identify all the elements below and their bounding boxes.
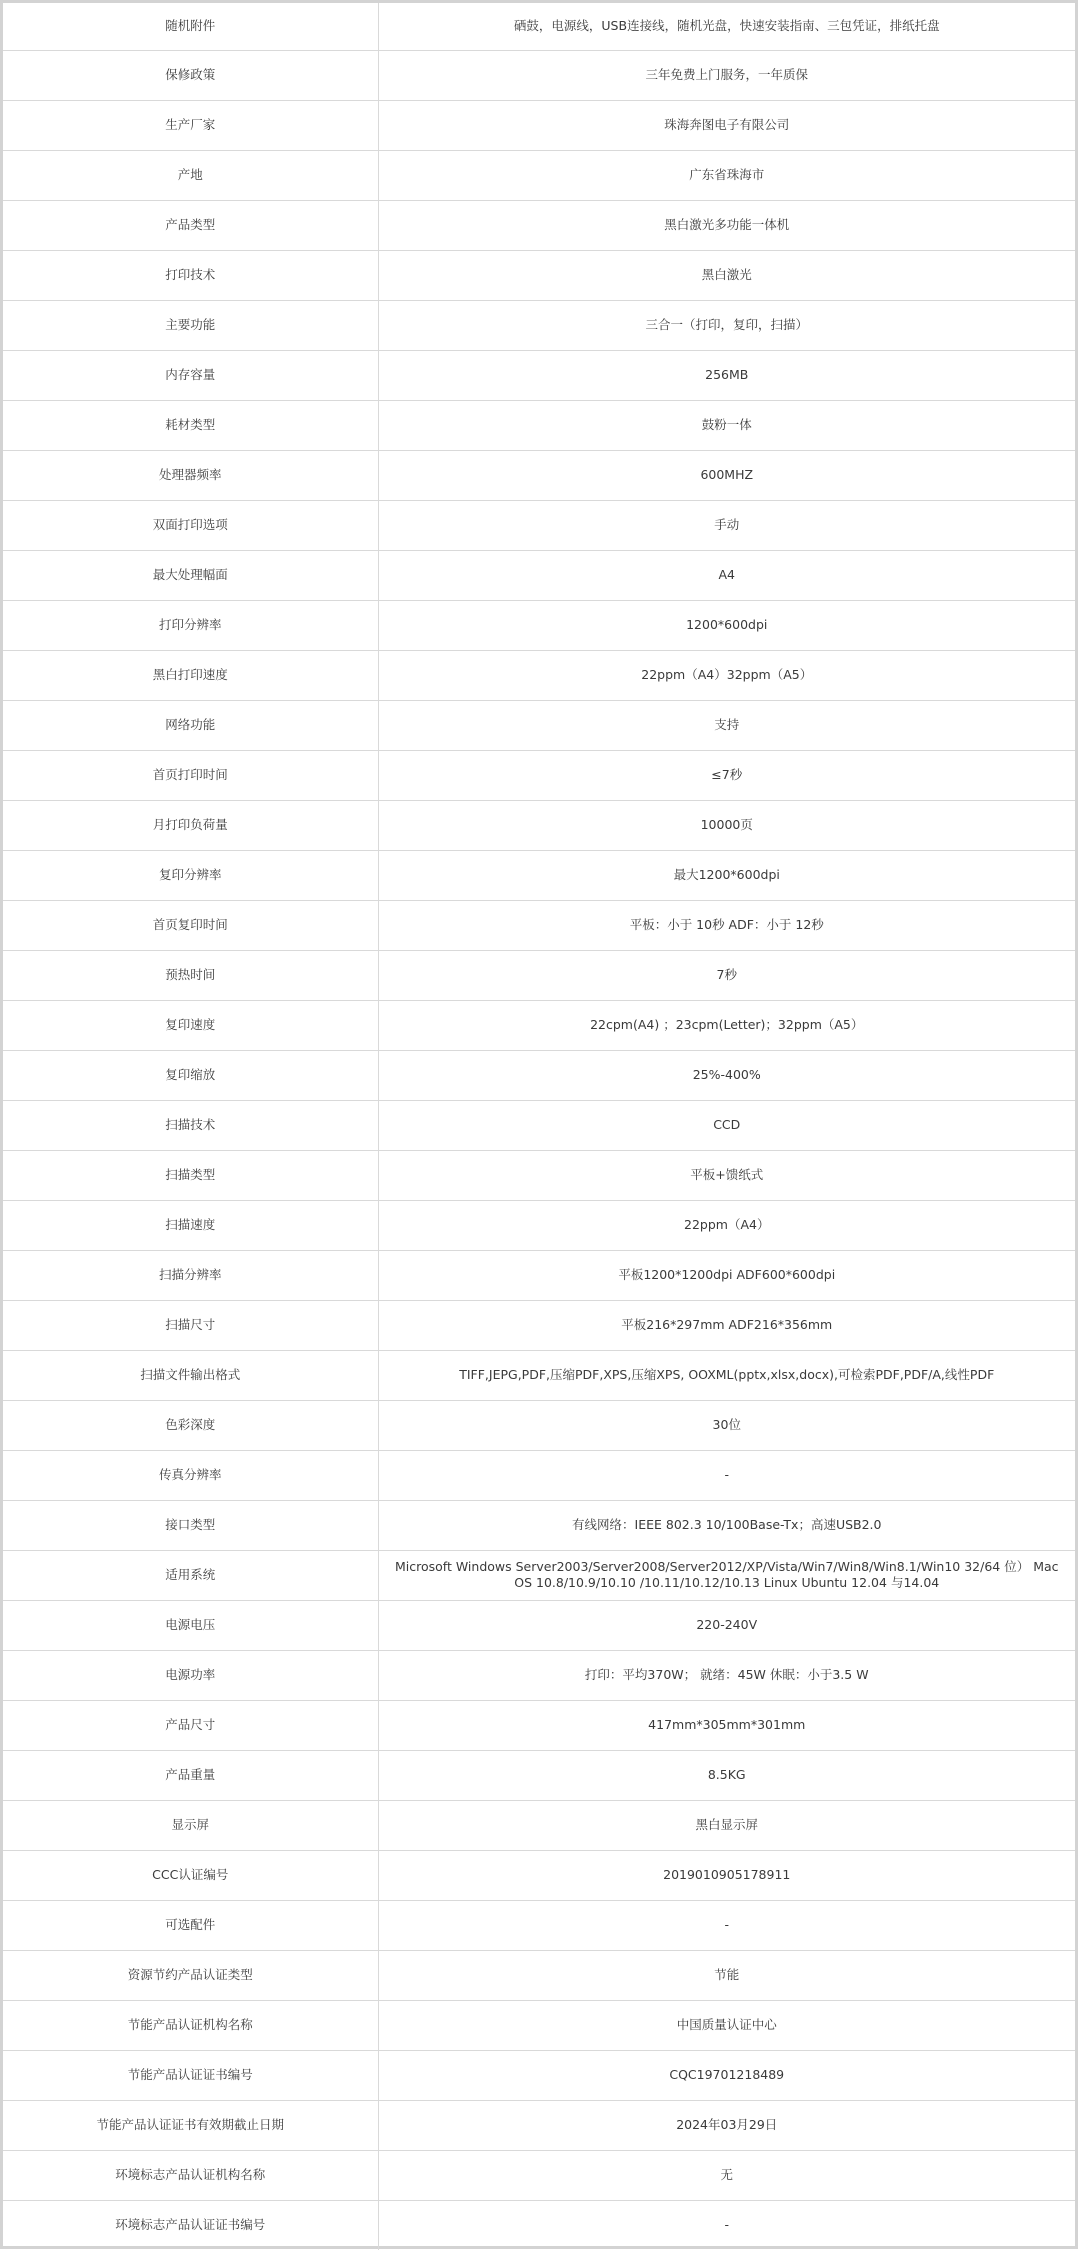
spec-value: 黑白激光	[378, 250, 1075, 300]
table-row	[3, 1500, 1075, 1550]
spec-label: 可选配件	[3, 1900, 378, 1950]
spec-value: 7秒	[378, 950, 1075, 1000]
spec-value: 平板：小于 10秒 ADF：小于 12秒	[378, 900, 1075, 950]
table-row	[3, 2150, 1075, 2200]
table-row	[3, 1750, 1075, 1800]
table-row	[3, 450, 1075, 500]
table-row	[3, 1050, 1075, 1100]
table-row	[3, 1800, 1075, 1850]
spec-label: 产品类型	[3, 200, 378, 250]
spec-value: 600MHZ	[378, 450, 1075, 500]
spec-table	[3, 3, 1075, 2250]
table-row	[3, 200, 1075, 250]
spec-value: 平板+馈纸式	[378, 1150, 1075, 1200]
spec-label: 复印分辨率	[3, 850, 378, 900]
spec-label: 随机附件	[3, 3, 378, 50]
table-row	[3, 1600, 1075, 1650]
table-row	[3, 300, 1075, 350]
spec-label: 月打印负荷量	[3, 800, 378, 850]
spec-value: -	[378, 1450, 1075, 1500]
table-row	[3, 1900, 1075, 1950]
spec-label: 黑白打印速度	[3, 650, 378, 700]
table-row	[3, 1150, 1075, 1200]
spec-label: 电源功率	[3, 1650, 378, 1700]
table-row	[3, 1700, 1075, 1750]
spec-value: 1200*600dpi	[378, 600, 1075, 650]
spec-value: 平板216*297mm ADF216*356mm	[378, 1300, 1075, 1350]
spec-value: 节能	[378, 1950, 1075, 2000]
spec-label: 处理器频率	[3, 450, 378, 500]
spec-label: 节能产品认证证书编号	[3, 2050, 378, 2100]
spec-table-body	[3, 3, 1075, 2250]
spec-value: 2024年03月29日	[378, 2100, 1075, 2150]
spec-label: CCC认证编号	[3, 1850, 378, 1900]
table-row	[3, 2100, 1075, 2150]
table-row	[3, 2000, 1075, 2050]
spec-label: 扫描技术	[3, 1100, 378, 1150]
spec-value: ≤7秒	[378, 750, 1075, 800]
spec-value: CQC19701218489	[378, 2050, 1075, 2100]
table-row	[3, 50, 1075, 100]
spec-label: 首页打印时间	[3, 750, 378, 800]
table-row	[3, 400, 1075, 450]
spec-value: 鼓粉一体	[378, 400, 1075, 450]
spec-label: 扫描尺寸	[3, 1300, 378, 1350]
spec-value: 中国质量认证中心	[378, 2000, 1075, 2050]
spec-value: 珠海奔图电子有限公司	[378, 100, 1075, 150]
spec-label: 复印速度	[3, 1000, 378, 1050]
spec-label: 扫描分辨率	[3, 1250, 378, 1300]
spec-value: 广东省珠海市	[378, 150, 1075, 200]
table-row	[3, 1250, 1075, 1300]
spec-label: 首页复印时间	[3, 900, 378, 950]
spec-value: 256MB	[378, 350, 1075, 400]
table-row	[3, 1000, 1075, 1050]
spec-label: 生产厂家	[3, 100, 378, 150]
spec-label: 环境标志产品认证证书编号	[3, 2200, 378, 2250]
table-row	[3, 950, 1075, 1000]
spec-value: Microsoft Windows Server2003/Server2008/Server2012/XP/Vista/Win7/Win8/Win8.1/Win10 32/64 位） Mac OS 10.8/10.9/10.10 /10.11/10.12/10.13 Linux Ubuntu 12.04 与14.04	[378, 1550, 1075, 1600]
spec-value: 2019010905178911	[378, 1850, 1075, 1900]
spec-label: 预热时间	[3, 950, 378, 1000]
spec-label: 传真分辨率	[3, 1450, 378, 1500]
spec-label: 适用系统	[3, 1550, 378, 1600]
table-row	[3, 1100, 1075, 1150]
table-row	[3, 1550, 1075, 1600]
spec-value: 30位	[378, 1400, 1075, 1450]
table-row	[3, 1350, 1075, 1400]
spec-value: 有线网络：IEEE 802.3 10/100Base-Tx；高速USB2.0	[378, 1500, 1075, 1550]
spec-label: 节能产品认证机构名称	[3, 2000, 378, 2050]
table-row	[3, 1450, 1075, 1500]
table-row	[3, 350, 1075, 400]
spec-value: 三年免费上门服务，一年质保	[378, 50, 1075, 100]
table-row	[3, 1300, 1075, 1350]
spec-value: A4	[378, 550, 1075, 600]
spec-value: 220-240V	[378, 1600, 1075, 1650]
table-row	[3, 900, 1075, 950]
spec-label: 产地	[3, 150, 378, 200]
spec-label: 内存容量	[3, 350, 378, 400]
spec-label: 产品尺寸	[3, 1700, 378, 1750]
spec-label: 扫描速度	[3, 1200, 378, 1250]
spec-value: 22cpm(A4) ；23cpm(Letter)；32ppm（A5）	[378, 1000, 1075, 1050]
table-row	[3, 650, 1075, 700]
spec-label: 扫描类型	[3, 1150, 378, 1200]
spec-label: 色彩深度	[3, 1400, 378, 1450]
spec-label: 打印技术	[3, 250, 378, 300]
spec-label: 复印缩放	[3, 1050, 378, 1100]
spec-label: 接口类型	[3, 1500, 378, 1550]
spec-label: 双面打印选项	[3, 500, 378, 550]
spec-value: 支持	[378, 700, 1075, 750]
spec-label: 打印分辨率	[3, 600, 378, 650]
spec-value: 25%-400%	[378, 1050, 1075, 1100]
table-row	[3, 500, 1075, 550]
spec-value: 三合一（打印，复印，扫描）	[378, 300, 1075, 350]
table-row	[3, 2050, 1075, 2100]
table-row	[3, 750, 1075, 800]
spec-label: 产品重量	[3, 1750, 378, 1800]
table-row	[3, 1200, 1075, 1250]
spec-value: -	[378, 2200, 1075, 2250]
spec-value: 平板1200*1200dpi ADF600*600dpi	[378, 1250, 1075, 1300]
spec-value: 22ppm（A4）	[378, 1200, 1075, 1250]
spec-value: 22ppm（A4）32ppm（A5）	[378, 650, 1075, 700]
spec-label: 资源节约产品认证类型	[3, 1950, 378, 2000]
spec-value: TIFF,JEPG,PDF,压缩PDF,XPS,压缩XPS, OOXML(pptx,xlsx,docx),可检索PDF,PDF/A,线性PDF	[378, 1350, 1075, 1400]
table-row	[3, 150, 1075, 200]
spec-value: 无	[378, 2150, 1075, 2200]
table-row	[3, 100, 1075, 150]
spec-label: 环境标志产品认证机构名称	[3, 2150, 378, 2200]
spec-label: 最大处理幅面	[3, 550, 378, 600]
spec-value: 8.5KG	[378, 1750, 1075, 1800]
spec-value: 黑白显示屏	[378, 1800, 1075, 1850]
spec-label: 电源电压	[3, 1600, 378, 1650]
table-row	[3, 800, 1075, 850]
spec-value: -	[378, 1900, 1075, 1950]
spec-value: 最大1200*600dpi	[378, 850, 1075, 900]
spec-value: 10000页	[378, 800, 1075, 850]
table-row	[3, 600, 1075, 650]
table-row	[3, 3, 1075, 50]
spec-label: 节能产品认证证书有效期截止日期	[3, 2100, 378, 2150]
table-row	[3, 1650, 1075, 1700]
table-row	[3, 700, 1075, 750]
table-row	[3, 850, 1075, 900]
spec-label: 保修政策	[3, 50, 378, 100]
spec-value: 417mm*305mm*301mm	[378, 1700, 1075, 1750]
spec-value: CCD	[378, 1100, 1075, 1150]
spec-label: 网络功能	[3, 700, 378, 750]
spec-label: 主要功能	[3, 300, 378, 350]
table-row	[3, 1400, 1075, 1450]
table-row	[3, 1950, 1075, 2000]
spec-label: 扫描文件输出格式	[3, 1350, 378, 1400]
table-row	[3, 250, 1075, 300]
spec-value: 手动	[378, 500, 1075, 550]
spec-value: 黑白激光多功能一体机	[378, 200, 1075, 250]
spec-label: 显示屏	[3, 1800, 378, 1850]
table-row	[3, 2200, 1075, 2250]
table-row	[3, 1850, 1075, 1900]
spec-value: 硒鼓，电源线，USB连接线，随机光盘，快速安装指南、三包凭证，排纸托盘	[378, 3, 1075, 50]
spec-label: 耗材类型	[3, 400, 378, 450]
spec-value: 打印：平均370W； 就绪：45W 休眠：小于3.5 W	[378, 1650, 1075, 1700]
table-row	[3, 550, 1075, 600]
